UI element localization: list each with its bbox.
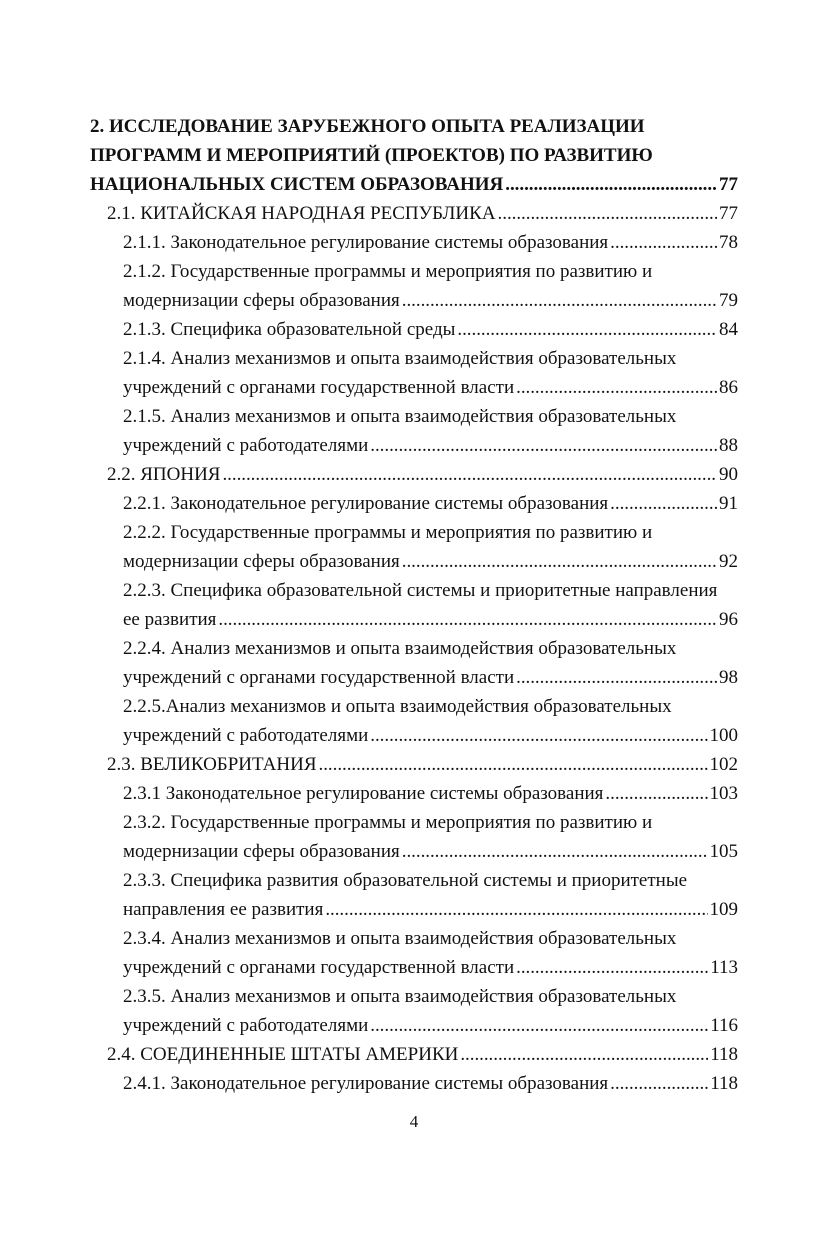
toc-entry-title: 2.4.1. Законодательное регулирование системы образования: [123, 1073, 609, 1094]
dot-leader: [610, 489, 717, 518]
toc-entry-title-line: 2.3.4. Анализ механизмов и опыта взаимодействия образовательных: [123, 928, 677, 949]
toc-subsection-2-3-4: [123, 924, 738, 982]
dot-leader: [370, 431, 717, 460]
toc-entry-title: учреждений с органами государственной власти: [123, 377, 515, 398]
toc-section-2-1: [107, 199, 738, 228]
toc-section-2-2: [107, 460, 738, 489]
toc-entry-title-line: 2.1.2. Государственные программы и мероприятия по развитию и: [123, 261, 653, 282]
toc-entry-title: 2.1.3. Специфика образовательной среды: [123, 319, 456, 340]
toc-entry-title: 2.1. КИТАЙСКАЯ НАРОДНАЯ РЕСПУБЛИКА: [107, 203, 496, 224]
dot-leader: [370, 721, 707, 750]
toc-entry-title: учреждений с органами государственной власти: [123, 957, 515, 978]
toc-subsection-2-3-3: [123, 866, 738, 924]
toc-entry-title-line: 2.2.5.Анализ механизмов и опыта взаимодействия образовательных: [123, 696, 672, 717]
toc-entry-title: 2.3.1 Законодательное регулирование системы образования: [123, 783, 604, 804]
toc-entry-title-line: 2.1.5. Анализ механизмов и опыта взаимодействия образовательных: [123, 406, 677, 427]
toc-entry-title: учреждений с работодателями: [123, 725, 369, 746]
toc-subsection-2-1-4: [123, 344, 738, 402]
toc-subsection-2-1-2: [123, 257, 738, 315]
toc-entry-title: модернизации сферы образования: [123, 551, 400, 572]
toc-page-number: 91: [719, 493, 738, 514]
toc-page-number: 102: [709, 754, 738, 775]
toc-entry-title: 2.3. ВЕЛИКОБРИТАНИЯ: [107, 754, 317, 775]
toc-page-number: 90: [719, 464, 738, 485]
dot-leader: [402, 286, 717, 315]
dot-leader: [516, 373, 717, 402]
toc-entry-title: учреждений с работодателями: [123, 1015, 369, 1036]
toc-entry-title: 2.1.1. Законодательное регулирование системы образования: [123, 232, 609, 253]
toc-subsection-2-1-5: [123, 402, 738, 460]
dot-leader: [222, 460, 717, 489]
toc-subsection-2-3-5: [123, 982, 738, 1040]
toc-subsection-2-4-1: [123, 1069, 738, 1098]
toc-page-number: 116: [710, 1015, 738, 1036]
dot-leader: [610, 228, 717, 257]
dot-leader: [460, 1040, 708, 1069]
toc-page-number: 77: [719, 203, 738, 224]
toc-subsection-2-2-4: [123, 634, 738, 692]
toc-subsection-2-2-3: [123, 576, 738, 634]
toc-entry-title-line: ПРОГРАММ И МЕРОПРИЯТИЙ (ПРОЕКТОВ) ПО РАЗВИТИЮ: [90, 145, 653, 166]
toc-page-number: 109: [709, 899, 738, 920]
toc-page-number: 100: [709, 725, 738, 746]
toc-subsection-2-2-2: [123, 518, 738, 576]
toc-page-number: 105: [709, 841, 738, 862]
toc-page-number: 86: [719, 377, 738, 398]
toc-entry-title-line: 2.1.4. Анализ механизмов и опыта взаимодействия образовательных: [123, 348, 677, 369]
dot-leader: [402, 547, 717, 576]
toc-entry-title: ее развития: [123, 609, 217, 630]
toc-subsection-2-1-1: [123, 228, 738, 257]
toc-subsection-2-2-1: [123, 489, 738, 518]
toc-page-number: 113: [710, 957, 738, 978]
dot-leader: [516, 953, 708, 982]
toc-subsection-2-1-3: [123, 315, 738, 344]
toc-entry-title-line: 2. ИССЛЕДОВАНИЕ ЗАРУБЕЖНОГО ОПЫТА РЕАЛИЗАЦИИ: [90, 116, 645, 137]
toc-entry-title: модернизации сферы образования: [123, 290, 400, 311]
table-of-contents: [0, 112, 828, 1098]
dot-leader: [457, 315, 717, 344]
toc-entry-title: учреждений с органами государственной власти: [123, 667, 515, 688]
toc-entry-title-line: 2.2.4. Анализ механизмов и опыта взаимодействия образовательных: [123, 638, 677, 659]
page-number: 4: [409, 1112, 419, 1131]
toc-section-2-4: [107, 1040, 738, 1069]
dot-leader: [505, 170, 717, 199]
toc-entry-title-line: 2.2.3. Специфика образовательной системы и приоритетные направления: [123, 580, 718, 601]
dot-leader: [402, 837, 708, 866]
toc-page-number: 84: [719, 319, 738, 340]
toc-page-number: 118: [710, 1044, 738, 1065]
dot-leader: [370, 1011, 708, 1040]
toc-page-number: 103: [709, 783, 738, 804]
toc-page-number: 98: [719, 667, 738, 688]
toc-entry-title: направления ее развития: [123, 899, 324, 920]
toc-entry-title: 2.2.1. Законодательное регулирование системы образования: [123, 493, 609, 514]
dot-leader: [218, 605, 717, 634]
toc-entry-title-line: 2.3.3. Специфика развития образовательной системы и приоритетные: [123, 870, 688, 891]
toc-page-number: 78: [719, 232, 738, 253]
toc-page-number: 77: [719, 174, 738, 195]
toc-page-number: 96: [719, 609, 738, 630]
toc-subsection-2-2-5: [123, 692, 738, 750]
toc-page-number: 79: [719, 290, 738, 311]
toc-entry-title: НАЦИОНАЛЬНЫХ СИСТЕМ ОБРАЗОВАНИЯ: [90, 174, 504, 195]
toc-entry-title: 2.2. ЯПОНИЯ: [107, 464, 221, 485]
toc-page-number: 118: [710, 1073, 738, 1094]
dot-leader: [325, 895, 707, 924]
toc-entry-title: модернизации сферы образования: [123, 841, 400, 862]
toc-entry-title: 2.4. СОЕДИНЕННЫЕ ШТАТЫ АМЕРИКИ: [107, 1044, 459, 1065]
toc-section-2-3: [107, 750, 738, 779]
dot-leader: [498, 199, 717, 228]
toc-entry-title-line: 2.3.2. Государственные программы и мероприятия по развитию и: [123, 812, 653, 833]
toc-entry-title-line: 2.3.5. Анализ механизмов и опыта взаимодействия образовательных: [123, 986, 677, 1007]
dot-leader: [605, 779, 707, 808]
dot-leader: [610, 1069, 708, 1098]
dot-leader: [516, 663, 717, 692]
toc-page-number: 88: [719, 435, 738, 456]
toc-chapter-2: [90, 112, 738, 199]
toc-page-number: 92: [719, 551, 738, 572]
toc-subsection-2-3-2: [123, 808, 738, 866]
toc-subsection-2-3-1: [123, 779, 738, 808]
dot-leader: [319, 750, 708, 779]
toc-entry-title: учреждений с работодателями: [123, 435, 369, 456]
toc-entry-title-line: 2.2.2. Государственные программы и мероприятия по развитию и: [123, 522, 653, 543]
